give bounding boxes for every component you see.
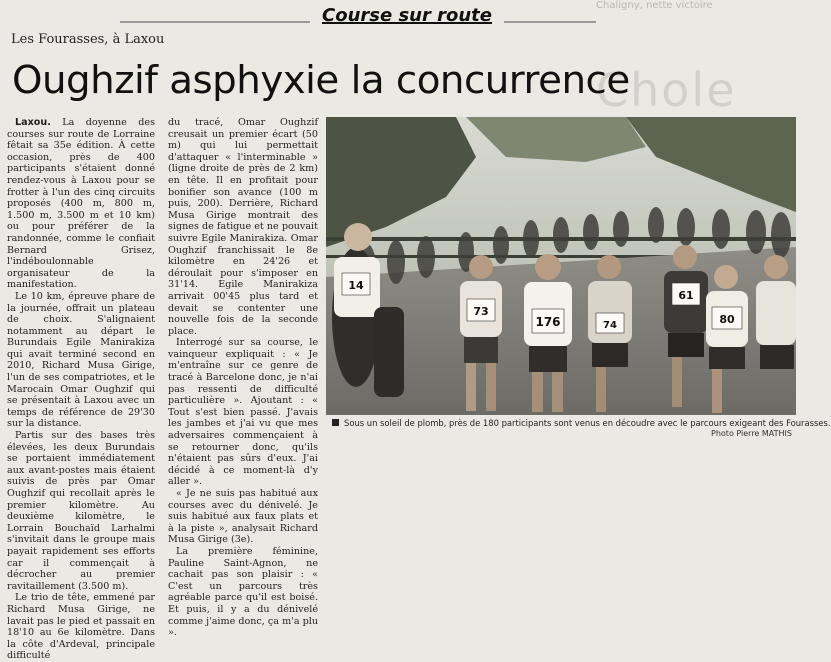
bib-number: 73 bbox=[473, 305, 489, 318]
article-column-1 bbox=[7, 117, 155, 662]
article-kicker: Les Fourasses, à Laxou bbox=[11, 32, 165, 47]
bib-number: 74 bbox=[603, 320, 617, 331]
race-photo bbox=[326, 117, 796, 415]
rubric-rule-left bbox=[120, 21, 310, 23]
article-paragraph: Le 10 km, épreuve phare de la journée, offrait un plateau de choix. S'alignaient notamment au départ le Burundais Egile Manirakiza qui avait terminé second en 2010, Richard Musa Girige, l'un de ses compatriotes, et le Marocain Omar Oughzif qui se présentait à Laxou avec un temps de référence de 29'30 sur la distance. bbox=[7, 290, 155, 430]
caption-text: Sous un soleil de plomb, près de 180 participants sont venus en découdre avec le parcours exigeant des Fourasses. bbox=[344, 418, 831, 428]
adjacent-article-fragment: Chaligny, nette victoire bbox=[596, 0, 713, 11]
article-paragraph: du tracé, Omar Oughzif creusait un premier écart (50 m) qui lui permettait d'attaquer « l'interminable » (ligne droite de près de 2 km) en tête. Il en profitait pour bonifier son avance (100 m puis, 200). Derrière, Richard Musa Girige montrait des signes de fatigue et ne pouvait suivre Egile Manirakiza. Omar Oughzif franchissait le 8e kilomètre en 24'26 et déroulait pour s'imposer en 31'14. Egile Manirakiza arrivait 00'45 plus tard et devait se contenter une nouvelle fois de la seconde place. bbox=[168, 117, 318, 337]
dateline: Laxou. bbox=[15, 117, 51, 128]
bib-number: 80 bbox=[719, 313, 735, 326]
caption-bullet-icon bbox=[332, 419, 339, 426]
bib-number: 176 bbox=[535, 315, 561, 329]
article-paragraph: Le trio de tête, emmené par Richard Musa Girige, ne lavait pas le pied et passait en 18'10 au 6e kilomètre. Dans la côte d'Ardeval, principale difficulté bbox=[7, 592, 155, 662]
article-column-2 bbox=[168, 117, 318, 639]
rubric-rule-right bbox=[504, 21, 596, 23]
article-headline: Oughzif asphyxie la concurrence bbox=[12, 58, 630, 102]
article-paragraph: « Je ne suis pas habitué aux courses avec du dénivelé. Je suis habitué aux faux plats et à la piste », analysait Richard Musa Girige (3e). bbox=[168, 488, 318, 546]
article-paragraph: Partis sur des bases très élevées, les deux Burundais se portaient immédiatement aux avant-postes mais étaient suivis de près par Omar Oughzif qui recollait après le premier kilomètre. Au deuxième kilomètre, le Lorrain Bouchaïd Larhalmi s'invitait dans le groupe mais payait rapidement ses efforts car il commençait à décrocher au premier ravitaillement (3.500 m). bbox=[7, 430, 155, 592]
article-paragraph: La première féminine, Pauline Saint-Agnon, ne cachait pas son plaisir : « C'est un parcours très agréable parce qu'il est boisé. Et puis, il y a du dénivelé comme j'aime donc, ça m'a plu ». bbox=[168, 545, 318, 639]
photo-credit: Photo Pierre MATHIS bbox=[711, 429, 792, 438]
bib-number: 14 bbox=[348, 279, 364, 292]
race-photo-illustration bbox=[326, 117, 796, 415]
bib-number: 61 bbox=[678, 289, 694, 302]
section-rubric: Course sur route bbox=[322, 5, 492, 26]
paragraph-text: La doyenne des courses sur route de Lorraine fêtait sa 35e édition. À cette occasion, près de 400 participants s'étaient donné rendez-vous à Laxou pour se frotter à l'un des cinq circuits proposés (400 m, 800 m, 1.500 m, 3.500 m et 10 km) ou pour préférer de la randonnée, comme le confiait Bernard Grisez, l'indéboulonnable organisateur de la manifestation. bbox=[7, 117, 155, 291]
article-paragraph bbox=[7, 117, 155, 291]
adjacent-headline-fragment: Chole bbox=[596, 63, 737, 117]
article-paragraph: Interrogé sur sa course, le vainqueur expliquait : « Je m'entraîne sur ce genre de tracé à Barcelone donc, je n'ai pas ressenti de difficulté particulière ». Ajoutant : « Tout s'est bien passé. J'avais les jambes et j'ai vu que mes adversaires commençaient à se retourner donc, qu'ils n'étaient pas sûrs d'eux. J'ai décidé à ce moment-là d'y aller ». bbox=[168, 337, 318, 488]
